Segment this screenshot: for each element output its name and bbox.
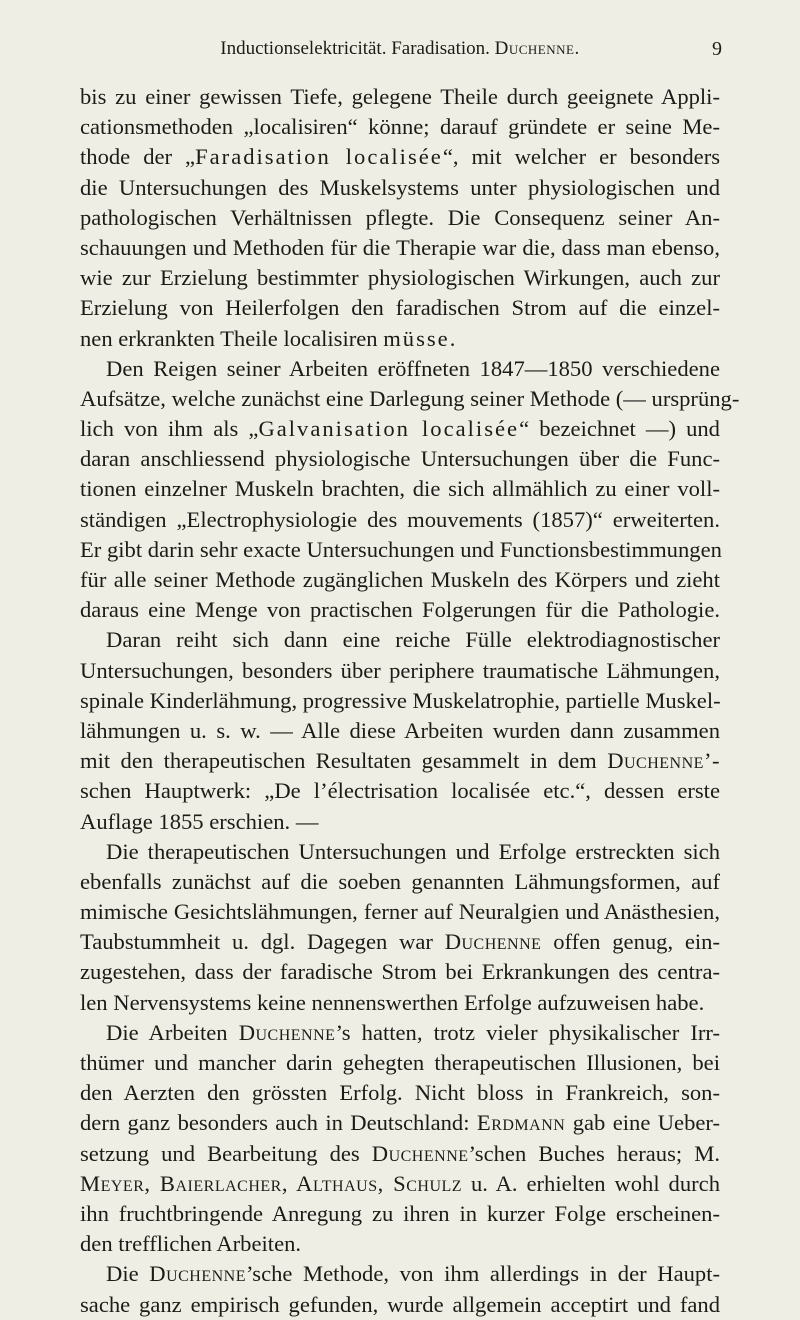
line-text: len Nervensystems keine nennenswerthen Erfolge aufzuweisen habe. xyxy=(80,989,705,1015)
line-text: Erzielung von Heilerfolgen den faradischen Strom auf die einzel- xyxy=(80,295,720,321)
line-text: “ bezeichnet —) und xyxy=(519,416,720,442)
text-line xyxy=(80,1290,720,1320)
line-text: ebenfalls zunächst auf die soeben genannten Lähmungsformen, auf xyxy=(80,868,720,894)
line-text: ’s hatten, trotz vieler physikalischer Irr- xyxy=(335,1019,721,1045)
line-text: mit den therapeutischen Resultaten gesammelt in dem xyxy=(80,748,608,774)
text-line xyxy=(80,716,720,746)
page-number: 9 xyxy=(712,38,722,60)
line-text: u. A. erhielten wohl durch xyxy=(462,1170,720,1196)
line-text: sache ganz empirisch gefunden, wurde allgemein acceptirt und fand xyxy=(80,1291,720,1317)
text-line xyxy=(80,1259,720,1289)
spaced-term: Galvanisation localisée xyxy=(258,416,520,442)
text-line xyxy=(80,625,720,655)
line-text: den Aerzten den grössten Erfolg. Nicht bloss in Frankreich, son- xyxy=(80,1080,720,1106)
author-name: Duchenne’- xyxy=(607,748,720,774)
author-name: Meyer, Baierlacher, Althaus, Schulz xyxy=(80,1170,463,1196)
text-line xyxy=(80,686,720,716)
text-line xyxy=(80,1108,720,1138)
text-line xyxy=(80,595,720,625)
text-line xyxy=(80,112,720,142)
line-text: thode der „ xyxy=(80,144,196,170)
line-text: Auflage 1855 erschien. — xyxy=(80,808,319,834)
line-text: zugestehen, dass der faradische Strom bei Erkrankungen des centra- xyxy=(80,959,720,985)
text-line xyxy=(80,354,720,384)
text-line xyxy=(80,867,720,897)
line-text: gab eine Ueber- xyxy=(565,1110,720,1136)
text-line xyxy=(80,293,720,323)
line-text: pathologischen Verhältnissen pflegte. Die Consequenz seiner An- xyxy=(80,204,720,230)
line-text: spinale Kinderlähmung, progressive Muskelatrophie, partielle Muskel- xyxy=(80,687,721,713)
line-text: ihn fruchtbringende Anregung zu ihren in kurzer Folge erscheinen- xyxy=(80,1200,720,1226)
header-title xyxy=(0,38,800,60)
line-text: Aufsätze, welche zunächst eine Darlegung seiner Methode (— ursprüng- xyxy=(80,385,740,411)
spaced-term: Faradisation localisée xyxy=(195,144,443,170)
line-text: Untersuchungen, besonders über periphere traumatische Lähmungen, xyxy=(80,657,720,683)
line-text: bis zu einer gewissen Tiefe, gelegene Theile durch geeignete Appli- xyxy=(80,84,720,109)
text-line xyxy=(80,837,720,867)
line-text: nen erkrankten Theile localisiren xyxy=(80,325,384,351)
text-line xyxy=(80,897,720,927)
line-text: schen Hauptwerk: „De l’électrisation localisée etc.“, dessen erste xyxy=(80,778,720,804)
line-text: Die Arbeiten xyxy=(106,1019,239,1045)
text-line xyxy=(80,927,720,957)
header-title-text: Inductionselektricität. Faradisation. xyxy=(220,38,495,59)
line-text: Er gibt darin sehr exacte Untersuchungen und Functionsbestimmungen xyxy=(80,536,722,562)
text-line xyxy=(80,263,720,293)
text-line xyxy=(80,474,720,504)
line-text: offen genug, ein- xyxy=(541,929,720,955)
line-text: wie zur Erzielung bestimmter physiologischen Wirkungen, auch zur xyxy=(80,265,720,291)
text-line xyxy=(80,957,720,987)
text-line xyxy=(80,1078,720,1108)
text-line xyxy=(80,1229,720,1259)
text-line xyxy=(80,1048,720,1078)
body-text xyxy=(80,82,740,1320)
text-line xyxy=(80,1169,720,1199)
text-line xyxy=(80,173,720,203)
text-line xyxy=(80,1018,720,1048)
text-line xyxy=(80,142,720,172)
text-line xyxy=(80,988,720,1018)
line-text: Den Reigen seiner Arbeiten eröffneten 1847—1850 verschiedene xyxy=(106,355,720,381)
text-line xyxy=(80,203,720,233)
line-text: setzung und Bearbeitung des xyxy=(80,1140,372,1166)
line-text: dern ganz besonders auch in Deutschland: xyxy=(80,1110,477,1136)
line-text: tionen einzelner Muskeln brachten, die sich allmählich zu einer voll- xyxy=(80,476,720,502)
text-line xyxy=(80,324,720,354)
line-text: ständigen „Electrophysiologie des mouvements (1857)“ erweiterten. xyxy=(80,506,720,532)
line-text: ’schen Buches heraus; M. xyxy=(468,1140,720,1166)
line-text: die Untersuchungen des Muskelsystems unter physiologischen und xyxy=(80,174,720,200)
line-text: für alle seiner Methode zugänglichen Muskeln des Körpers und zieht xyxy=(80,567,720,592)
text-line xyxy=(80,746,720,776)
author-name: Duchenne xyxy=(238,1019,336,1045)
running-header xyxy=(0,38,800,62)
text-line xyxy=(80,384,740,414)
line-text: lähmungen u. s. w. — Alle diese Arbeiten wurden dann zusammen xyxy=(80,717,720,743)
line-text: lich von ihm als „ xyxy=(80,416,259,442)
line-text: Die xyxy=(106,1261,150,1287)
author-name: Duchenne xyxy=(444,929,542,955)
text-line xyxy=(80,414,720,444)
line-text: ’sche Methode, von ihm allerdings in der Haupt- xyxy=(246,1261,720,1287)
author-name: Duchenne xyxy=(371,1140,469,1166)
text-line xyxy=(80,505,720,535)
text-line xyxy=(80,233,720,263)
line-text: den trefflichen Arbeiten. xyxy=(80,1231,302,1257)
text-line xyxy=(80,656,720,686)
text-line xyxy=(80,82,720,112)
line-text: daran anschliessend physiologische Untersuchungen über die Func- xyxy=(80,446,720,472)
text-line xyxy=(80,807,720,837)
line-text: schauungen und Methoden für die Therapie war die, dass man ebenso, xyxy=(80,234,720,260)
text-line xyxy=(80,1139,720,1169)
line-text: “, mit welcher er besonders xyxy=(442,144,721,170)
line-text: thümer und mancher darin gehegten therapeutischen Illusionen, bei xyxy=(80,1050,720,1075)
spaced-term: müsse xyxy=(383,325,450,351)
text-line xyxy=(80,1199,720,1229)
author-name: Duchenne xyxy=(149,1261,247,1287)
text-line xyxy=(80,444,720,474)
line-text: Taubstummheit u. dgl. Dagegen war xyxy=(80,929,445,955)
line-text: Die therapeutischen Untersuchungen und Erfolge erstreckten sich xyxy=(106,838,720,864)
author-name: Erdmann xyxy=(476,1110,566,1136)
line-text: mimische Gesichtslähmungen, ferner auf Neuralgien und Anästhesien, xyxy=(80,899,720,925)
line-text: Daran reiht sich dann eine reiche Fülle elektrodiagnostischer xyxy=(106,627,720,653)
line-text: cationsmethoden „localisiren“ könne; darauf gründete er seine Me- xyxy=(80,114,720,140)
text-line xyxy=(80,565,720,595)
text-line xyxy=(80,535,720,565)
line-text: daraus eine Menge von practischen Folgerungen für die Pathologie. xyxy=(80,597,720,623)
header-author: Duchenne. xyxy=(494,38,580,59)
text-line xyxy=(80,776,720,806)
line-text: . xyxy=(449,325,456,351)
